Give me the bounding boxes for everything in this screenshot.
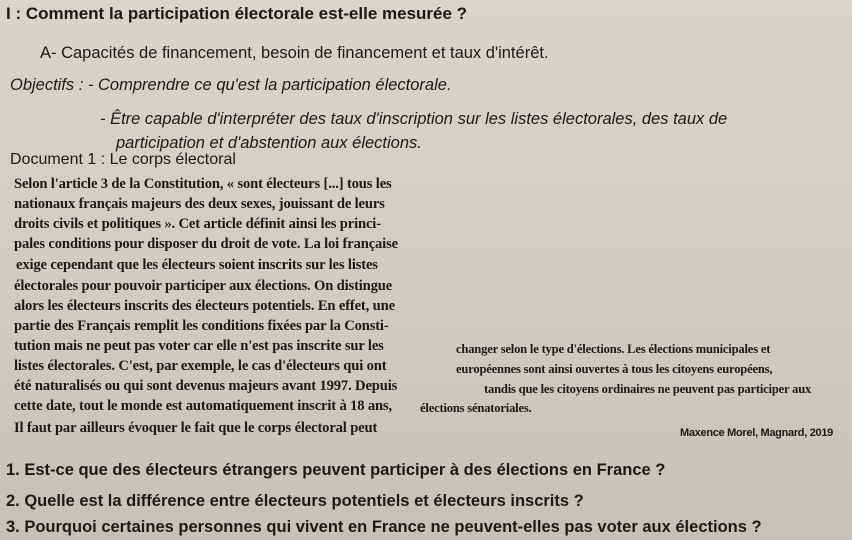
document-text-line: partie des Français remplit les conditions fixées par la Consti- [14,318,389,334]
objectives-line-1: Objectifs : - Comprendre ce qu'est la participation électorale. [10,76,452,94]
document-text-line: pales conditions pour disposer du droit de vote. La loi française [14,236,398,252]
document-text-line: droits civils et politiques ». Cet article définit ainsi les princi- [14,216,381,232]
objectives-line-3: participation et d'abstention aux élections. [116,134,422,152]
document-text-line: exige cependant que les électeurs soient inscrits sur les listes [16,257,378,273]
question-2: 2. Quelle est la différence entre électeurs potentiels et électeurs inscrits ? [6,492,584,510]
document-text-line: été naturalisés ou qui sont devenus majeurs avant 1997. Depuis [14,378,398,394]
document-text-line: électorales pour pouvoir participer aux élections. On distingue [14,278,393,294]
document-text-line: élections sénatoriales. [420,401,532,415]
document-text-line: alors les électeurs inscrits des électeurs potentiels. En effet, une [14,298,395,314]
document-text-line: cette date, tout le monde est automatiquement inscrit à 18 ans, [14,398,393,414]
objectives-line-2: - Être capable d'interpréter des taux d'inscription sur les listes électorales, des taux de [100,110,728,128]
question-3: 3. Pourquoi certaines personnes qui vivent en France ne peuvent-elles pas voter aux élections ? [6,518,762,536]
document-text-line: tution mais ne peut pas voter car elle n'est pas inscrite sur les [14,338,384,354]
document-text-line: Il faut par ailleurs évoquer le fait que le corps électoral peut [14,420,378,436]
section-title: I : Comment la participation électorale est-elle mesurée ? [6,4,468,23]
document-source: Maxence Morel, Magnard, 2019 [680,427,833,439]
question-1: 1. Est-ce que des électeurs étrangers peuvent participer à des élections en France ? [6,461,666,479]
document-text-line: européennes sont ainsi ouvertes à tous les citoyens européens, [456,362,773,376]
document-text-line: changer selon le type d'élections. Les élections municipales et [456,342,771,356]
document-text-line: listes électorales. C'est, par exemple, le cas d'électeurs qui ont [14,358,387,374]
document-text-line: Selon l'article 3 de la Constitution, « sont électeurs [...] tous les [14,176,392,192]
document-text-line: tandis que les citoyens ordinaires ne peuvent pas participer aux [484,382,812,396]
subheading: A- Capacités de financement, besoin de financement et taux d'intérêt. [40,44,549,62]
document-title: Document 1 : Le corps électoral [10,151,236,168]
document-text-line: nationaux français majeurs des deux sexes, jouissant de leurs [14,196,385,212]
